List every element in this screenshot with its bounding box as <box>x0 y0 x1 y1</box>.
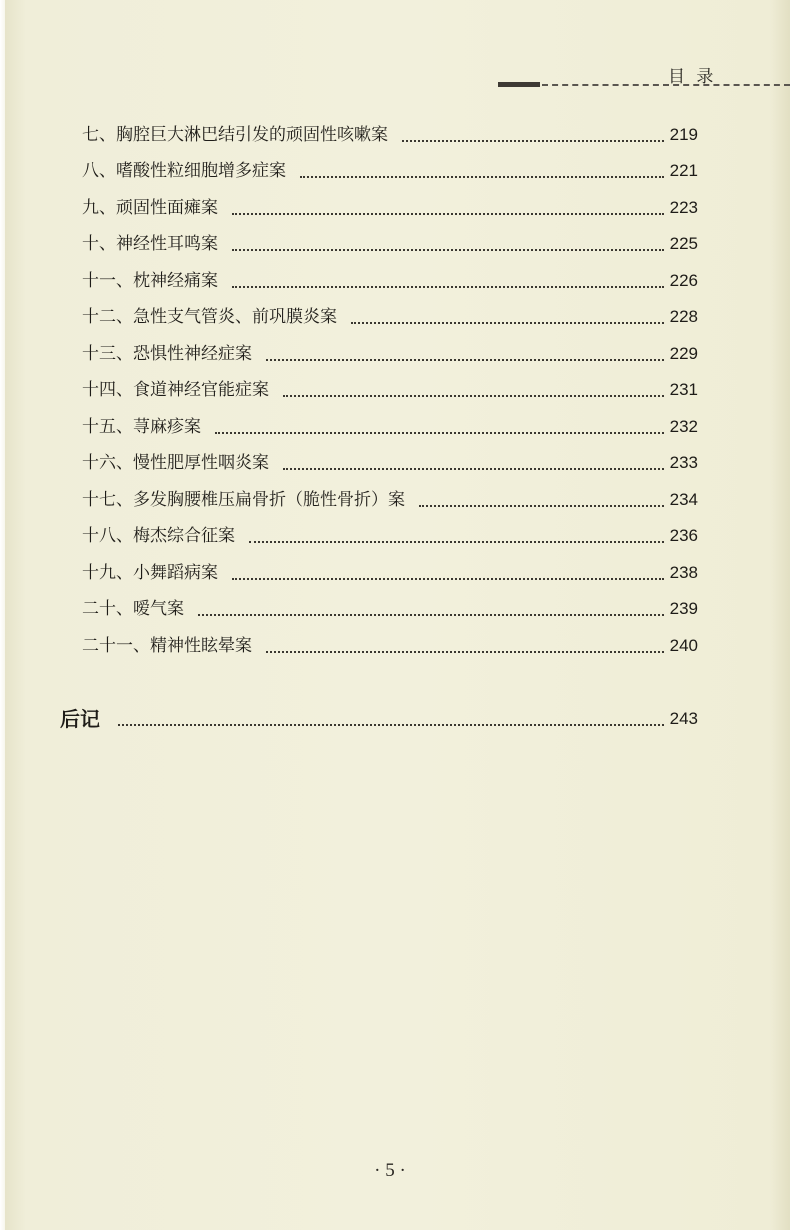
toc-entry-page: 223 <box>669 198 698 217</box>
toc-entry-title: 十、神经性耳鸣案 <box>82 234 218 254</box>
header-dashed-rule <box>542 84 790 86</box>
toc-entry-page: 239 <box>669 599 698 618</box>
toc-entry-title: 十一、枕神经痛案 <box>82 271 218 291</box>
toc-entry-page: 236 <box>669 526 698 545</box>
toc-entry <box>82 444 698 474</box>
toc-entry-title: 二十、嗳气案 <box>82 599 184 619</box>
toc-dot-leader <box>232 249 664 251</box>
toc-entry-page: 240 <box>669 636 698 655</box>
toc-entry-title: 十七、多发胸腰椎压扁骨折（脆性骨折）案 <box>82 490 405 510</box>
toc-entry-page: 219 <box>669 125 698 144</box>
toc-dot-leader <box>198 614 664 616</box>
toc-entry-title: 二十一、精神性眩晕案 <box>82 636 252 656</box>
toc-entry-title: 十五、荨麻疹案 <box>82 417 201 437</box>
toc-entry <box>82 225 698 255</box>
toc-entry <box>82 152 698 182</box>
toc-entry-title: 十九、小舞蹈病案 <box>82 563 218 583</box>
page-number: · 5 · <box>374 1160 406 1181</box>
header-rule-bar <box>498 82 540 87</box>
toc-entry <box>82 408 698 438</box>
toc-entry <box>82 262 698 292</box>
toc-entry <box>82 590 698 620</box>
toc-entry <box>82 116 698 146</box>
toc-dot-leader <box>232 578 664 580</box>
toc-dot-leader <box>351 322 664 324</box>
toc-entry-page: 233 <box>669 453 698 472</box>
toc-afterword-page: 243 <box>669 709 698 728</box>
toc-entry-title: 十八、梅杰综合征案 <box>82 526 235 546</box>
toc-entry <box>82 481 698 511</box>
toc-entry-page: 226 <box>669 271 698 290</box>
toc-entry <box>82 335 698 365</box>
toc-entry <box>82 517 698 547</box>
toc-afterword-entry <box>60 700 698 730</box>
toc-entry-title: 十四、食道神经官能症案 <box>82 380 269 400</box>
toc-dot-leader <box>266 359 664 361</box>
toc-entry <box>82 371 698 401</box>
toc-entry-page: 228 <box>669 307 698 326</box>
toc-entry-title: 十二、急性支气管炎、前巩膜炎案 <box>82 307 337 327</box>
toc-afterword-title: 后记 <box>60 707 100 731</box>
toc-dot-leader <box>283 395 664 397</box>
toc-entry-title: 九、顽固性面瘫案 <box>82 198 218 218</box>
toc-dot-leader <box>266 651 664 653</box>
toc-entry-page: 238 <box>669 563 698 582</box>
toc-entry <box>82 627 698 657</box>
toc-entry-page: 229 <box>669 344 698 363</box>
toc-dot-leader <box>419 505 664 507</box>
toc-dot-leader <box>402 140 664 142</box>
toc-entry-title: 十六、慢性肥厚性咽炎案 <box>82 453 269 473</box>
toc-dot-leader <box>300 176 664 178</box>
toc-entry-title: 八、嗜酸性粒细胞增多症案 <box>82 161 286 181</box>
toc-entry-title: 十三、恐惧性神经症案 <box>82 344 252 364</box>
toc-dot-leader <box>118 724 664 726</box>
header-section-title: 目 录 <box>668 67 717 87</box>
toc-entry <box>82 189 698 219</box>
toc-dot-leader <box>215 432 664 434</box>
toc-entry-title: 七、胸腔巨大淋巴结引发的顽固性咳嗽案 <box>82 125 388 145</box>
toc-entry-page: 234 <box>669 490 698 509</box>
running-header <box>498 62 790 92</box>
toc-entry <box>82 298 698 328</box>
toc-entry <box>82 554 698 584</box>
toc-entry-page: 225 <box>669 234 698 253</box>
toc-dot-leader <box>283 468 664 470</box>
toc-entry-page: 231 <box>669 380 698 399</box>
toc-dot-leader <box>249 541 664 543</box>
toc-entry-page: 221 <box>669 161 698 180</box>
toc-dot-leader <box>232 286 664 288</box>
toc-dot-leader <box>232 213 664 215</box>
toc-entry-page: 232 <box>669 417 698 436</box>
